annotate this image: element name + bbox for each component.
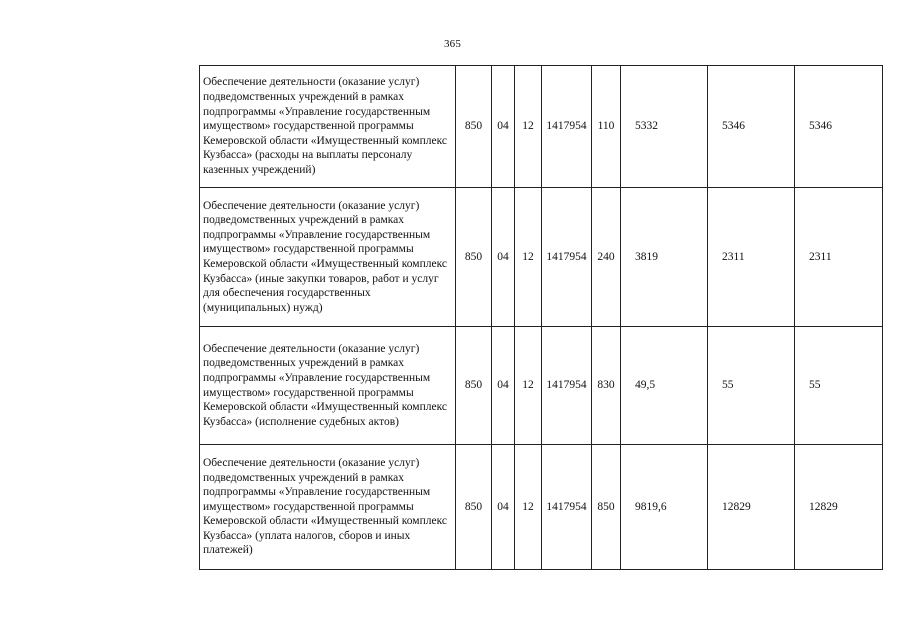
amount-year-2: 2311 [708, 188, 795, 327]
amount-year-1: 9819,6 [621, 445, 708, 570]
target-article-code: 1417954 [542, 188, 592, 327]
amount-year-2: 5346 [708, 66, 795, 188]
section-code: 04 [492, 445, 515, 570]
section-code: 04 [492, 66, 515, 188]
row-description: Обеспечение деятельности (оказание услуг) подведомственных учреждений в рамках подпрограммы «Управление государственным имуществом» государственной программы Кемеровской области «Имущественный комплекс Кузбасса» (уплата налогов, сборов и иных платежей) [200, 445, 456, 570]
target-article-code: 1417954 [542, 66, 592, 188]
amount-year-1: 5332 [621, 66, 708, 188]
amount-year-3: 12829 [795, 445, 883, 570]
page-number: 365 [443, 38, 462, 50]
amount-year-3: 2311 [795, 188, 883, 327]
table-row [200, 188, 883, 327]
amount-year-3: 5346 [795, 66, 883, 188]
section-code: 04 [492, 327, 515, 445]
section-code: 04 [492, 188, 515, 327]
expense-type-code: 240 [592, 188, 621, 327]
ministry-code: 850 [456, 327, 492, 445]
expense-type-code: 830 [592, 327, 621, 445]
table-row [200, 66, 883, 188]
table-row [200, 445, 883, 570]
row-description: Обеспечение деятельности (оказание услуг) подведомственных учреждений в рамках подпрограммы «Управление государственным имуществом» государственной программы Кемеровской области «Имущественный комплекс Кузбасса» (исполнение судебных актов) [200, 327, 456, 445]
expense-type-code: 110 [592, 66, 621, 188]
amount-year-3: 55 [795, 327, 883, 445]
subsection-code: 12 [515, 66, 542, 188]
amount-year-1: 3819 [621, 188, 708, 327]
amount-year-2: 12829 [708, 445, 795, 570]
subsection-code: 12 [515, 445, 542, 570]
table-row [200, 327, 883, 445]
ministry-code: 850 [456, 188, 492, 327]
subsection-code: 12 [515, 188, 542, 327]
subsection-code: 12 [515, 327, 542, 445]
amount-year-2: 55 [708, 327, 795, 445]
row-description: Обеспечение деятельности (оказание услуг) подведомственных учреждений в рамках подпрограммы «Управление государственным имуществом» государственной программы Кемеровской области «Имущественный комплекс Кузбасса» (расходы на выплаты персоналу казенных учреждений) [200, 66, 456, 188]
expense-type-code: 850 [592, 445, 621, 570]
ministry-code: 850 [456, 445, 492, 570]
budget-table [199, 65, 883, 570]
row-description: Обеспечение деятельности (оказание услуг) подведомственных учреждений в рамках подпрограммы «Управление государственным имуществом» государственной программы Кемеровской области «Имущественный комплекс Кузбасса» (иные закупки товаров, работ и услуг для обеспечения государственных (муниципальных) нужд) [200, 188, 456, 327]
target-article-code: 1417954 [542, 445, 592, 570]
amount-year-1: 49,5 [621, 327, 708, 445]
target-article-code: 1417954 [542, 327, 592, 445]
ministry-code: 850 [456, 66, 492, 188]
